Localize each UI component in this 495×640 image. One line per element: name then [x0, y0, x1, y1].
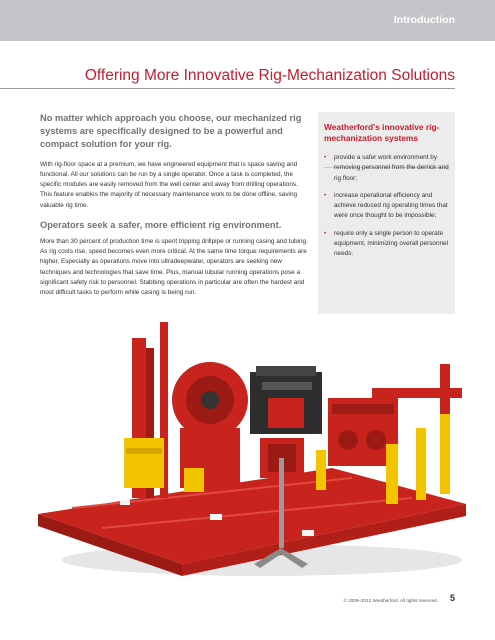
section-label: Introduction [393, 14, 455, 26]
body-paragraph-2: More than 30 percent of production time is spent tripping drillpipe or running casing and tubing. As rig costs rise, speed becomes even more critical. At the same time torque requirements are higher. Especially as operations move into ultradeepwater, operators are seeking new techniques and technologies that save time. Plus, manual tubular running operations pose a significant safety risk to personnel. Stabbing operations in particular are often the hardest and most difficult tasks to perform while casing is being run. [40, 237, 308, 297]
bullet-icon: • [324, 154, 327, 161]
sidebar-title: Weatherford's innovative rig-mechanization systems [324, 122, 440, 143]
page-title: Offering More Innovative Rig-Mechanization Solutions [84, 67, 455, 84]
bullet-icon: • [324, 229, 327, 237]
body-paragraph-1: With rig-floor space at a premium, we have engineered equipment that is space saving and functional. All our solutions can be run by a single operator. Once a task is completed, the specific modules are easily removed from the well center and away from drilling operations. This feature enables the majority of necessary maintenance work to be done offline, saving valuable rig time. [40, 160, 298, 209]
lead-paragraph: No matter which approach you choose, our mechanized rig systems are specifically designed to be a powerful and compact solution for your rig. [40, 113, 302, 150]
list-item: • provide a safer work environment by removing personnel from the derrick and rig floor; [324, 154, 449, 182]
bullet-icon: • [324, 191, 327, 199]
footer-copyright: © 2009–2012 Weatherford. All rights reserved. [343, 598, 438, 603]
sidebar-box [318, 112, 455, 314]
section-subheading: Operators seek a safer, more efficient rig environment. [40, 219, 282, 230]
list-item: • require only a single person to operate equipment, minimizing overall personnel needs. [324, 229, 449, 257]
sidebar-list [324, 153, 449, 259]
main-column [40, 112, 311, 298]
page-number: 5 [449, 593, 455, 603]
rig-machine-photo [32, 318, 472, 580]
list-item: • increase operational efficiency and achieve reduced rig operating times that were once thought to be impossible; [324, 191, 448, 220]
title-divider [0, 88, 455, 89]
